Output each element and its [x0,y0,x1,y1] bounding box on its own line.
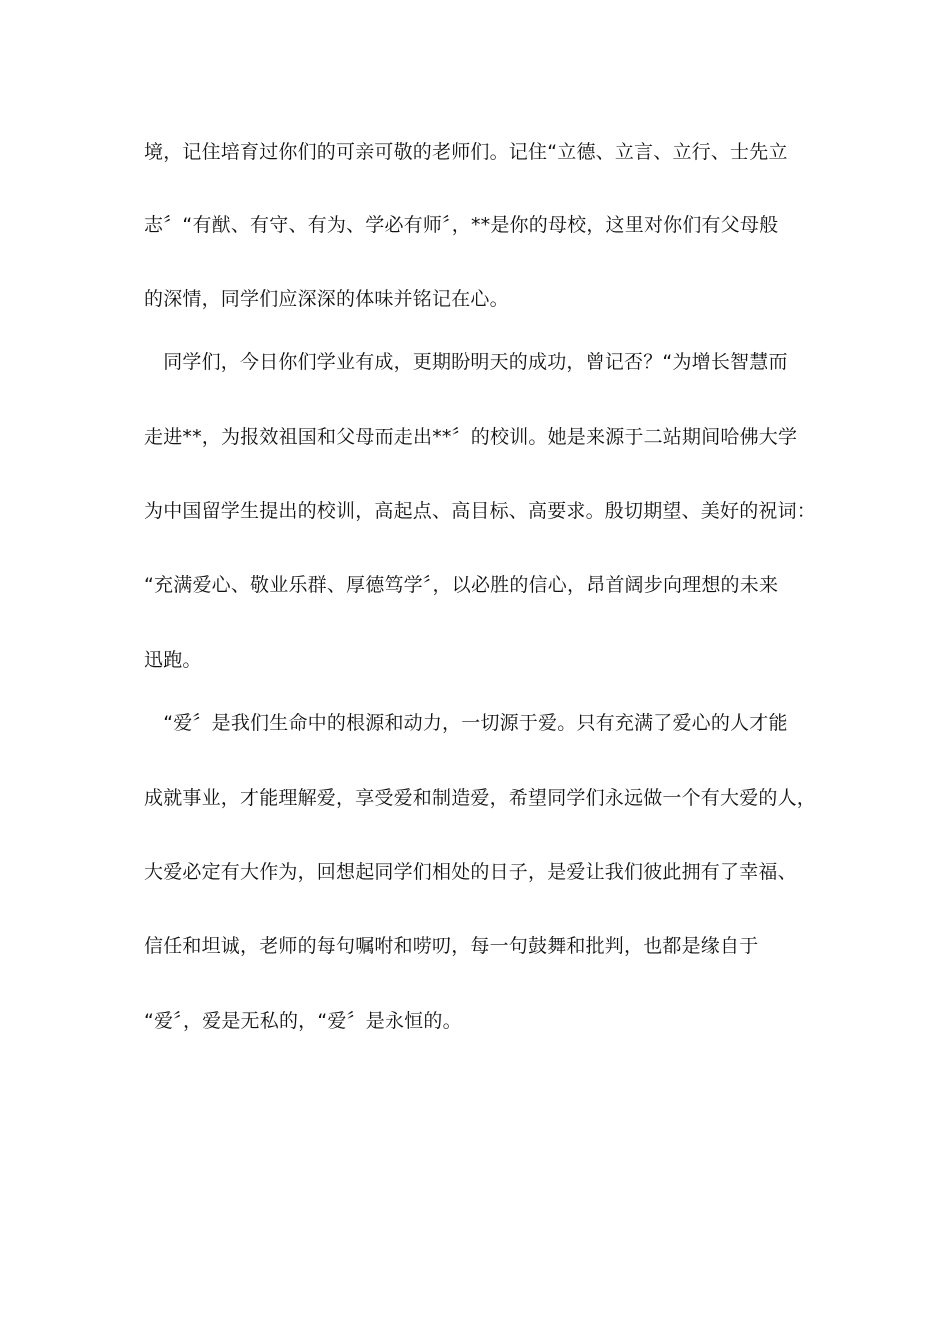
text-line: 信任和坦诚，老师的每句嘱咐和唠叨，每一句鼓舞和批判，也都是缘自于 [144,935,759,957]
text-line: “充满爱心、敬业乐群、厚德笃学〞，以必胜的信心，昂首阔步向理想的未来 [144,574,779,596]
text-line: 走进**，为报效祖国和父母而走出**〞的校训。她是来源于二站期间哈佛大学 [144,426,798,448]
text-line: 同学们，今日你们学业有成，更期盼明天的成功，曾记否？“为增长智慧而 [144,351,788,373]
text-line: 的深情，同学们应深深的体味并铭记在心。 [144,288,509,310]
text-line: “爱〞是我们生命中的根源和动力，一切源于爱。只有充满了爱心的人才能 [144,712,788,734]
text-line: 为中国留学生提出的校训，高起点、高目标、高要求。殷切期望、美好的祝词： [144,500,817,522]
text-line: 迅跑。 [144,649,202,671]
text-line: “爱〞，爱是无私的，“爱〞是永恒的。 [144,1010,462,1032]
text-line: 志〞“有猷、有守、有为、学必有师〞，**是你的母校，这里对你们有父母般 [144,214,779,236]
text-line: 成就事业，才能理解爱，享受爱和制造爱，希望同学们永远做一个有大爱的人， [144,787,817,809]
text-line: 大爱必定有大作为，回想起同学们相处的日子，是爱让我们彼此拥有了幸福、 [144,861,797,883]
text-line: 境，记住培育过你们的可亲可敬的老师们。记住“立德、立言、立行、士先立 [144,141,788,163]
